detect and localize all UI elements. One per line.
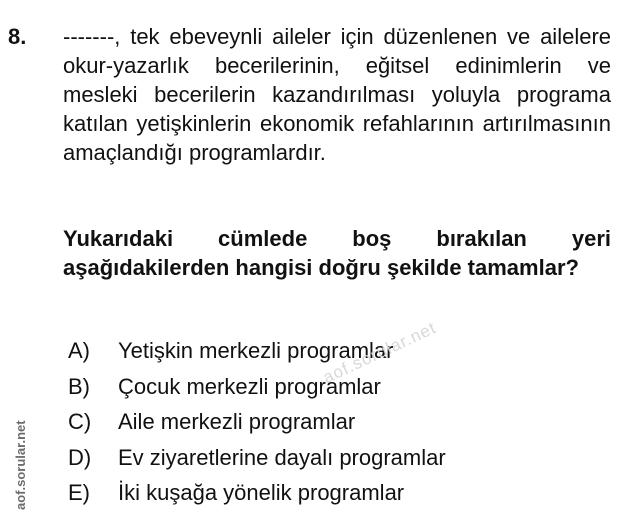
option-text: Çocuk merkezli programlar [118,373,381,399]
option-text: Ev ziyaretlerine dayalı programlar [118,444,446,470]
question-stem: -------, tek ebeveynli aileler için düzenlenen ve ailelere okur-yazarlık becerilerinin, eğitsel edinimlerin ve mesleki becerilerin kazandırılması yoluyla programa katılan yetişkinlerin ekonomik refahlarının artırılmasının amaçlandığı programlardır. [63,24,611,165]
question-number: 8. [8,24,27,49]
option-e[interactable] [68,475,446,511]
option-letter: A) [68,338,90,364]
option-letter: E) [68,480,90,506]
question-prompt: Yukarıdaki cümlede boş bırakılan yeri aşağıdakilerden hangisi doğru şekilde tamamlar? [63,226,611,280]
option-letter: B) [68,373,90,399]
option-a[interactable] [68,333,446,369]
option-c[interactable] [68,404,446,440]
option-text: Aile merkezli programlar [118,409,356,435]
option-letter: C) [68,409,92,435]
watermark-diagonal: aof.sorular.net [320,318,440,388]
watermark-side: aof.sorular.net [13,420,28,510]
option-d[interactable] [68,440,446,476]
option-letter: D) [68,444,92,470]
option-text: Yetişkin merkezli programlar [118,338,394,364]
option-text: İki kuşağa yönelik programlar [118,480,405,506]
option-b[interactable] [68,369,446,405]
answer-options [68,333,446,511]
